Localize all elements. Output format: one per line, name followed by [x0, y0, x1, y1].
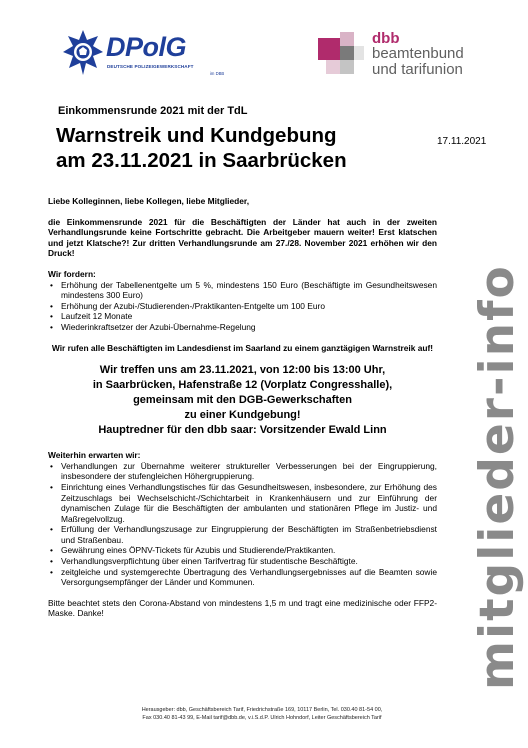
dbb-squares-icon [318, 32, 364, 76]
dbb-name-line2: und tarifunion [372, 61, 463, 78]
side-label: mitglieder-info [470, 264, 525, 690]
footer-line-2: Fax 030.40 81-43 99, E-Mail tarif@dbb.de, v.i.S.d.P. Ulrich Hohndorf, Leiter Geschäftsbereich Tarif [142, 715, 382, 721]
dbb-logo [318, 30, 498, 82]
police-star-icon [62, 28, 104, 78]
meeting-line: zu einer Kundgebung! [184, 409, 301, 422]
demands-list [48, 280, 437, 333]
list-item: • zeitgleiche und systemgerechte Übertragung des Verhandlungsergebnisses auf die Beamten sowie Versorgungsempfänger der Länder und Kommunen. [48, 567, 437, 588]
list-item: • Wiederinkraftsetzer der Azubi-Übernahme-Regelung [48, 322, 437, 333]
dbb-name-line1: beamtenbund [372, 45, 464, 62]
meeting-line: in Saarbrücken, Hafenstraße 12 (Vorplatz Congresshalle), [92, 379, 393, 392]
closing-note: Bitte beachtet stets den Corona-Abstand von mindestens 1,5 m und tragt eine medizinische oder FFP2-Maske. Danke! [48, 597, 437, 619]
dpolg-subtitle: DEUTSCHE POLIZEIGEWERKSCHAFT [107, 64, 194, 69]
list-item: • Gewährung eines ÖPNV-Tickets für Azubis und Studierende/Praktikanten. [48, 545, 437, 556]
expectations-list [48, 461, 437, 588]
list-item: • Erhöhung der Azubi-/Studierenden-/Praktikanten-Entgelte um 100 Euro [48, 301, 437, 312]
meeting-line: gemeinsam mit den DGB-Gewerkschaften [133, 394, 352, 407]
footer-imprint [62, 706, 462, 722]
list-item: • Verhandlungen zur Übernahme weiterer struktureller Verbesserungen bei der Eingruppierung, insbesondere der stufengleichen Höhergruppierung. [48, 461, 437, 482]
list-item: • Erfüllung der Verhandlungszusage zur Eingruppierung der Beschäftigten im Straßenbetriebsdienst und Straßenbau. [48, 524, 437, 545]
meeting-line: Hauptredner für den dbb saar: Vorsitzender Ewald Linn [98, 424, 387, 437]
demands-heading: Wir fordern: [48, 268, 96, 279]
document-body [48, 196, 437, 619]
dpolg-wordmark: DPolG [106, 32, 187, 62]
dpolg-logo [62, 28, 232, 88]
greeting: Liebe Kolleginnen, liebe Kollegen, liebe Mitglieder, [48, 196, 250, 206]
meeting-announcement [48, 363, 437, 438]
list-item: • Verhandlungsverpflichtung über einen Tarifvertrag für studentische Beschäftigte. [48, 556, 437, 567]
footer-line-1: Herausgeber: dbb, Geschäftsbereich Tarif, Friedrichstraße 169, 10117 Berlin, Tel. 030.40 81-54 00, [141, 707, 383, 713]
document-title [56, 123, 347, 173]
document-date: 17.11.2021 [437, 136, 487, 147]
title-line-2: am 23.11.2021 in Saarbrücken [56, 149, 347, 172]
dbb-abbreviation: dbb [372, 30, 400, 47]
dpolg-subtitle-2: im DBB [210, 71, 225, 76]
document-subtitle: Einkommensrunde 2021 mit der TdL [58, 105, 248, 117]
expectations-heading: Weiterhin erwarten wir: [48, 450, 141, 461]
list-item: • Laufzeit 12 Monate [48, 311, 437, 322]
meeting-line: Wir treffen uns am 23.11.2021, von 12:00 bis 13:00 Uhr, [99, 364, 386, 377]
list-item: • Erhöhung der Tabellenentgelte um 5 %, mindestens 150 Euro (Beschäftigte im Gesundheitswesen mindestens 300 Euro) [48, 280, 437, 301]
list-item: • Einrichtung eines Verhandlungstisches für das Gesundheitswesen, insbesondere, zur Erhöhung des Zeitzuschlags bei Wechselschicht-/Schichtarbeit in Krankenhäusern und zur Einführung der dynamischen Zulage für die Beschäftigten der ambulanten und stationären Pflege im Justiz- und Maßregelvollzug. [48, 482, 437, 524]
intro-paragraph: die Einkommensrunde 2021 für die Beschäftigten der Länder hat auch in der zweiten Verhandlungsrunde keine Fortschritte gebracht. Die Arbeitgeber mauern weiter! Erst klatschen und jetzt Klatsche?! Zur dritten Verhandlungsrunde am 27./28. November 2021 erhöhen wir den Druck! [48, 216, 437, 259]
strike-call: Wir rufen alle Beschäftigten im Landesdienst im Saarland zu einem ganztägigen Warnstreik auf! [51, 342, 434, 353]
title-line-1: Warnstreik und Kundgebung [56, 124, 337, 147]
